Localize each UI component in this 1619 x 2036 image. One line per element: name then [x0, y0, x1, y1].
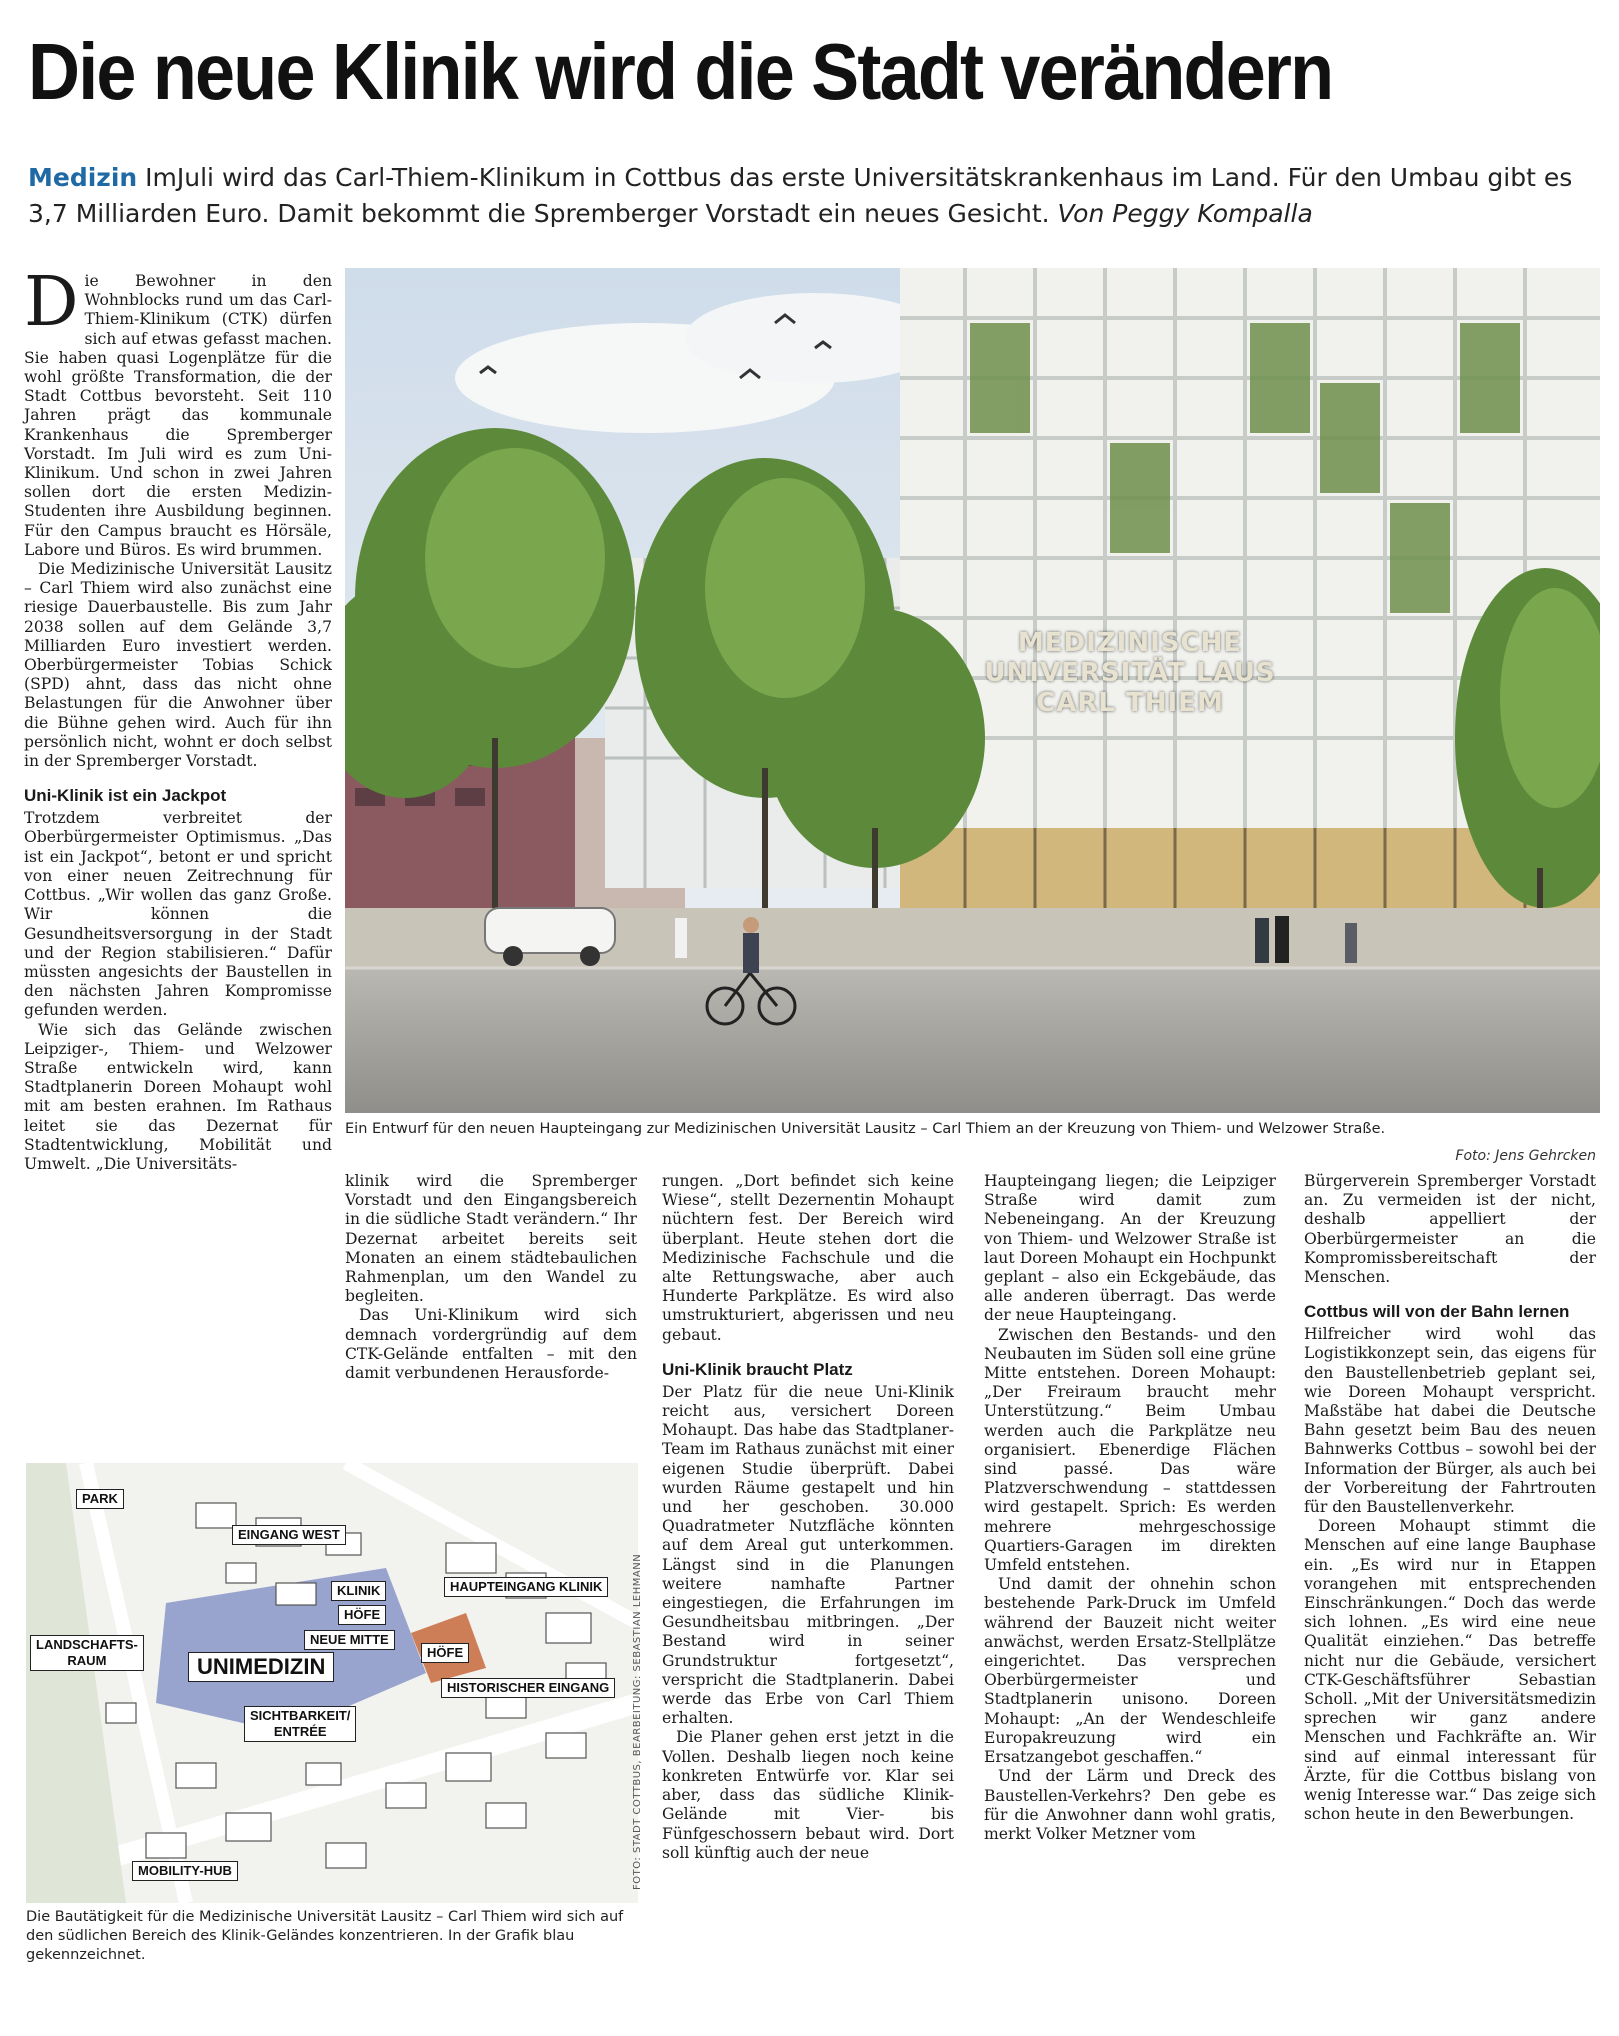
- drop-cap: D: [24, 263, 79, 342]
- article-paragraph: rungen. „Dort befindet sich keine Wiese“, stellt Dezernentin Mohaupt nüchtern fest. Der Bereich wird überplant. Heute stehen dort die Medizinische Fachschule und die alte Rettungswache, aber auch Hunderte Parkplätze. Es wird also umstrukturiert, abgerissen und neu gebaut.: [662, 1172, 954, 1344]
- article-paragraph: Und damit der ohnehin schon bestehende Park-Druck im Umfeld während der Bauzeit nicht weiter anwächst, werden Ersatz-Stellplätze eingerichtet. Das versprechen Oberbürgermeister und Stadtplanerin unisono. Doreen Mohaupt: „An der Wendeschleife Europakreuzung wird ein Ersatzangebot geschaffen.“: [984, 1575, 1276, 1767]
- photo-sign-line: MEDIZINISCHE UNIVERSITÄT LAUS: [984, 628, 1276, 688]
- photo-building-sign: [920, 628, 1340, 718]
- article-paragraph: klinik wird die Spremberger Vorstadt und den Eingangsbereich in die südliche Stadt verändern.“ Ihr Dezernat arbeitet bereits seit Monaten an einem städtebaulichen Rahmenplan, um den Wandel zu begleiten.: [345, 1172, 637, 1306]
- teaser-byline: Von Peggy Kompalla: [1057, 199, 1313, 228]
- article-paragraph: Der Platz für die neue Uni-Klinik reicht aus, versichert Doreen Mohaupt. Das habe das Stadtplaner-Team im Rathaus zunächst mit einer eigenen Studie überprüft. Dabei wurden Räume gestapelt und hin und her geschoben. 30.000 Quadratmeter Nutzfläche könnten auf dem Areal gut unterkommen. Längst sind in die Planungen weitere namhafte Partner eingestiegen, die Erfahrungen im Gesundheitsbau mitbringen. „Der Bestand wird in seiner Grundstruktur fortgesetzt“, verspricht die Stadtplanerin. Dabei werde das Erbe von Carl Thiem erhalten.: [662, 1382, 954, 1728]
- subheading: Uni-Klinik braucht Platz: [662, 1359, 853, 1379]
- subheading: Uni-Klinik ist ein Jackpot: [24, 786, 227, 806]
- map-label-park: PARK: [76, 1489, 124, 1509]
- map-label-unimedizin: UNIMEDIZIN: [188, 1652, 334, 1682]
- map-label-haupteingang: HAUPTEINGANG KLINIK: [444, 1577, 608, 1597]
- article-paragraph: Doreen Mohaupt stimmt die Menschen auf eine lange Bauphase ein. „Es wird nur in Etappen vorangehen mit entsprechenden Einschränkungen.“ Doch das werde sich lohnen. „Es wird eine neue Qualität einziehen.“ Das betreffe nicht nur die Gebäude, versichert CTK-Geschäftsführer Sebastian Scholl. „Mit der Universitätsmedizin sprechen wir ganz andere Menschen und Fachkräfte an. Wir sind auf einmal interessant für Ärzte, für die Cottbus bislang von wenig Interesse war.“ Das zeige sich schon heute in den Bewerbungen.: [1304, 1517, 1596, 1824]
- article-paragraph: Zwischen den Bestands- und den Neubauten im Süden soll eine grüne Mitte entstehen. Doreen Mohaupt: „Der Freiraum braucht mehr Unterstützung.“ Beim Umbau werden auch die Parkplätze neu organisiert. Ebenerdige Flächen sind passé. Das wäre Platzverschwendung – stattdessen wird gestapelt. Sprich: Es werden mehrere mehrgeschossige Quartiers-Garagen im direkten Umfeld entstehen.: [984, 1325, 1276, 1575]
- article-column-1: [24, 263, 332, 1174]
- article-paragraph: Die Bewohner in den Wohnblocks rund um das Carl-Thiem-Klinikum (CTK) dürfen sich auf etwas gefasst machen. Sie haben quasi Logenplätze für die wohl größte Transformation, die der Stadt Cottbus bevorsteht. Seit 110 Jahren prägt das kommunale Krankenhaus die Spremberger Vorstadt. Im Juli wird es zum Uni-Klinikum. Und schon in zwei Jahren sollen dort die ersten Medizin-Studenten ihre Ausbildung beginnen. Für den Campus braucht es Hörsäle, Labore und Büros. Es wird brummen.: [24, 263, 332, 559]
- teaser-text: ImJuli wird das Carl-Thiem-Klinikum in Cottbus das erste Universitätskrankenhaus im Land. Für den Umbau gibt es 3,7 Milliarden Euro. Damit bekommt die Spremberger Vorstadt ein neues Gesicht.: [28, 163, 1573, 228]
- article-paragraph: Hilfreicher wird wohl das Logistikkonzept sein, das eigens für den Baustellenbetrieb geplant sei, wie Doreen Mohaupt verspricht. Maßstäbe hat dabei die Deutsche Bahn gesetzt beim Bau des neuen Bahnwerks Cottbus – sowohl bei der Information der Bürger, als auch bei der Vorbereitung der Fahrtrouten für den Baustellenverkehr.: [1304, 1325, 1596, 1517]
- map-label-hoefe: HÖFE: [421, 1643, 469, 1663]
- map-label-sichtbarkeit: SICHTBARKEIT/ ENTRÉE: [244, 1706, 356, 1742]
- map-label-mobility-hub: MOBILITY-HUB: [132, 1861, 238, 1881]
- map-credit: FOTO: STADT COTTBUS, BEARBEITUNG: SEBASTIAN LEHMANN: [632, 1553, 643, 1890]
- article-paragraph: Haupteingang liegen; die Leipziger Straße wird damit zum Nebeneingang. An der Kreuzung von Thiem- und Welzower Straße ist laut Doreen Mohaupt ein Hochpunkt geplant – also ein Eckgebäude, das alle anderen überragt. Das werde der neue Haupteingang.: [984, 1172, 1276, 1325]
- article-column-2: [345, 1172, 637, 1383]
- article-paragraph: Die Planer gehen erst jetzt in die Vollen. Deshalb liegen noch keine konkreten Entwürfe vor. Klar sei aber, dass das südliche Klinik-Gelände mit Vier- bis Fünfgeschossern bebaut wird. Dort soll künftig auch der neue: [662, 1728, 954, 1862]
- article-paragraph: Trotzdem verbreitet der Oberbürgermeister Optimismus. „Das ist ein Jackpot“, betont er und spricht von einer neuen Zeitrechnung für Cottbus. „Wir wollen das ganz Große. Wir können die Gesundheitsversorgung in der Stadt und der Region stabilisieren.“ Dafür müssten angesichts der Baustellen in den nächsten Jahren Kompromisse gefunden werden.: [24, 809, 332, 1020]
- article-paragraph: Das Uni-Klinikum wird sich demnach vordergründig auf dem CTK-Gelände entfalten – mit den damit verbundenen Herausforde-: [345, 1306, 637, 1383]
- map-label-landschaftsraum: LANDSCHAFTS- RAUM: [30, 1635, 144, 1671]
- map-label-klinik: KLINIK: [331, 1581, 386, 1601]
- teaser-kicker: Medizin: [28, 163, 138, 192]
- article-paragraph: Bürgerverein Spremberger Vorstadt an. Zu vermeiden ist der nicht, deshalb appelliert der Oberbürgermeister an die Kompromissbereitschaft der Menschen.: [1304, 1172, 1596, 1287]
- photo-sign-line: CARL THIEM: [1036, 688, 1224, 718]
- map-label-eingang-west: EINGANG WEST: [232, 1525, 346, 1545]
- hero-photo: [345, 268, 1600, 1113]
- photo-credit: Foto: Jens Gehrcken: [1455, 1148, 1596, 1164]
- headline: Die neue Klinik wird die Stadt verändern: [28, 27, 1333, 116]
- teaser: [28, 160, 1588, 232]
- article-column-5: [1304, 1172, 1596, 1825]
- article-paragraph: Wie sich das Gelände zwischen Leipziger-, Thiem- und Welzower Straße entwickeln wird, kann Stadtplanerin Doreen Mohaupt wohl mit am besten erahnen. Im Rathaus leitet sie das Dezernat für Stadtentwicklung, Mobilität und Umwelt. „Die Universitäts-: [24, 1020, 332, 1173]
- article-column-4: [984, 1172, 1276, 1844]
- article-column-3: [662, 1172, 954, 1863]
- photo-caption: Ein Entwurf für den neuen Haupteingang zur Medizinischen Universität Lausitz – Carl Thiem an der Kreuzung von Thiem- und Welzower Straße.: [345, 1121, 1386, 1137]
- site-map-graphic: [26, 1463, 638, 1903]
- map-label-neue-mitte: NEUE MITTE: [304, 1630, 395, 1650]
- article-paragraph: Und der Lärm und Dreck des Baustellen-Verkehrs? Den gebe es für die Anwohner dann wohl gratis, merkt Volker Metzner vom: [984, 1767, 1276, 1843]
- map-label-hoefe: HÖFE: [338, 1605, 386, 1625]
- map-caption: Die Bautätigkeit für die Medizinische Universität Lausitz – Carl Thiem wird sich auf den südlichen Bereich des Klinik-Geländes konzentrieren. In der Grafik blau gekennzeichnet.: [26, 1909, 624, 1963]
- map-label-historischer-eingang: HISTORISCHER EINGANG: [441, 1678, 615, 1698]
- subheading: Cottbus will von der Bahn lernen: [1304, 1302, 1570, 1322]
- article-paragraph: Die Medizinische Universität Lausitz – Carl Thiem wird also zunächst eine riesige Dauerbaustelle. Bis zum Jahr 2038 sollen auf dem Gelände 3,7 Milliarden Euro investiert werden. Oberbürgermeister Tobias Schick (SPD) ahnt, dass das nicht ohne Belastungen für die Anwohner über die Bühne gehen wird. Auch für ihn persönlich nicht, wohnt er doch selbst in der Spremberger Vorstadt.: [24, 560, 332, 771]
